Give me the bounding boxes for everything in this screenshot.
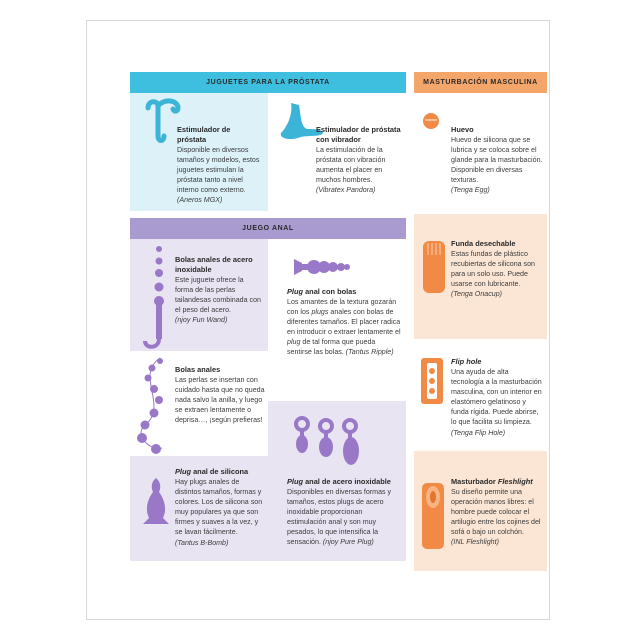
egg-icon [421,111,441,131]
flip-hole-icon [420,357,444,405]
egg-text [451,125,543,196]
prostate-stim-ref: (Aneros MGX) [177,196,223,205]
silicone-plug-body: Hay plugs anales de distintos tamaños, formas y colores. Los de silicona son muy populares ya que son firmes y suaves a la vez, y se lavan fácilmente. [175,478,263,537]
beaded-plug-icon [292,249,352,285]
prostate-stim-title: Estimulador de próstata [177,125,231,144]
anal-beads-icon [132,356,172,456]
header-anal: JUEGO ANAL [130,218,406,239]
steel-plug-body: Disponibles en diversas formas y tamaños, estos plugs de acero inoxidable proporcionan estimulación anal y son muy pesados, lo que intensifica la sensación. (njoy Pure Plug) [287,488,392,547]
flip-text [451,357,543,438]
steel-beads-ref: (njoy Fun Wand) [175,316,228,325]
sleeve-ref: (Tenga Onacup) [451,290,503,299]
header-male: MASTURBACIÓN MASCULINA [414,72,547,93]
silicone-plug-text [175,467,265,548]
fleshlight-icon [420,481,446,551]
disposable-sleeve-icon [420,239,448,295]
header-prostate: JUGUETES PARA LA PRÓSTATA [130,72,406,93]
prostate-vib-ref: (Vibratex Pandora) [316,186,376,195]
prostate-vib-title: Estimulador de próstata con vibrador [316,125,401,144]
steel-plug-icon [292,416,366,471]
prostate-stim-text [177,125,261,206]
egg-ref: (Tenga Egg) [451,186,490,195]
silicone-plug-title: Plug anal de silicona [175,467,249,476]
steel-beads-body: Este juguete ofrece la forma de las perlas tailandesas combinada con el peso del acero. [175,276,261,315]
flip-body: Una ayuda de alta tecnología a la masturbación masculina, con un interior en elastómero gelatinoso y funda rígida. Puede abrirse, lo que facilita su limpieza. [451,368,542,427]
sleeve-text [451,239,543,299]
sleeve-body: Estas fundas de plástico recubiertas de silicona son para un solo uso. Puede usarse con lubricante. [451,250,535,289]
steel-plug-title: Plug anal de acero inoxidable [287,477,391,486]
steel-beads-text [175,255,263,325]
prostate-stim-body: Disponible en diversos tamaños y modelos, estos juguetes estimulan la próstata tanto a nivel interno como externo. [177,146,260,195]
beads-plug-text [287,287,401,358]
steel-beads-icon [135,243,169,353]
silicone-plug-icon [139,476,173,531]
fleshlight-text [451,477,543,548]
page [86,20,550,620]
anal-beads-title: Bolas anales [175,365,221,374]
silicone-plug-ref: (Tantus B-Bomb) [175,538,229,547]
beads-plug-title: Plug anal con bolas [287,287,357,296]
egg-title: Huevo [451,125,474,134]
steel-beads-title: Bolas anales de acero inoxidable [175,255,253,274]
sleeve-title: Funda desechable [451,239,516,248]
flip-ref: (Tenga Flip Hole) [451,428,506,437]
steel-plug-text [287,477,403,548]
fleshlight-ref: (INL Fleshlight) [451,538,499,547]
egg-body: Huevo de silicona que se lubrica y se coloca sobre el glande para la masturbación. Disponible en diversas texturas. [451,136,543,185]
beads-plug-body: Los amantes de la textura gozarán con los plugs anales con bolas de diferentes tamaños. El placer radica en introducir o extraer lentamente el plug de tal forma que pueda sentirse las bolas. (Tantus Ripple) [287,298,401,357]
prostate-vib-text [316,125,402,195]
flip-title: Flip hole [451,357,482,366]
fleshlight-body: Su diseño permite una operación manos libres: el hombre puede colocar el artilugio entre los cojines del sofá o bajo un colchón. [451,488,541,537]
anal-beads-body: Las perlas se insertan con cuidado hasta que no queda nada salvo la anilla, y luego se extraen lentamente o deprisa…, ¡según prefieras! [175,376,265,425]
anal-beads-text [175,365,265,425]
fleshlight-title: Masturbador Fleshlight [451,477,533,486]
prostate-vib-body: La estimulación de la próstata con vibración aumenta el placer en muchos hombres. [316,146,386,185]
